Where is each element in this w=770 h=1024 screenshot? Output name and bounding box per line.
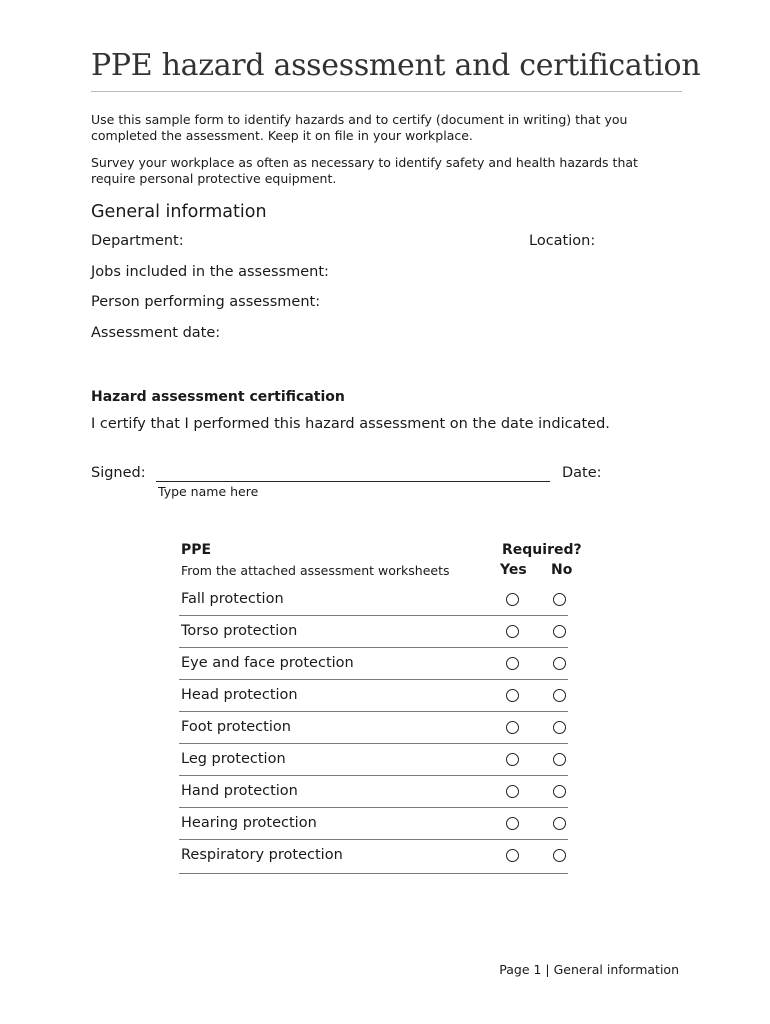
ppe-row-label: Torso protection <box>181 623 298 639</box>
ppe-row-fall <box>179 584 568 616</box>
ppe-row-respiratory <box>179 840 568 874</box>
no-radio[interactable] <box>553 785 566 798</box>
signature-date-field[interactable]: Date: <box>562 465 602 481</box>
no-radio[interactable] <box>553 657 566 670</box>
page-footer: Page 1 | General information <box>499 962 679 977</box>
required-column-header: Required? <box>502 542 582 558</box>
page-title: PPE hazard assessment and certification <box>91 48 701 83</box>
department-field[interactable]: Department: <box>91 233 184 249</box>
yes-radio[interactable] <box>506 625 519 638</box>
ppe-row-label: Eye and face protection <box>181 655 354 671</box>
ppe-column-header: PPE <box>181 542 212 558</box>
ppe-row-hand <box>179 776 568 808</box>
assessor-field[interactable]: Person performing assessment: <box>91 294 321 310</box>
signed-label: Signed: <box>91 465 146 481</box>
ppe-row-head <box>179 680 568 712</box>
signature-hint: Type name here <box>158 484 259 499</box>
yes-column-label: Yes <box>500 562 527 578</box>
yes-radio[interactable] <box>506 785 519 798</box>
ppe-row-label: Leg protection <box>181 751 286 767</box>
ppe-row-label: Fall protection <box>181 591 284 607</box>
yes-radio[interactable] <box>506 721 519 734</box>
yes-radio[interactable] <box>506 817 519 830</box>
ppe-row-torso <box>179 616 568 648</box>
title-divider <box>91 91 682 92</box>
no-radio[interactable] <box>553 721 566 734</box>
yes-radio[interactable] <box>506 753 519 766</box>
yes-radio[interactable] <box>506 593 519 606</box>
assessment-date-field[interactable]: Assessment date: <box>91 325 221 341</box>
ppe-table <box>179 584 568 874</box>
signature-input[interactable] <box>156 481 550 482</box>
intro-paragraph-2: Survey your workplace as often as necessary to identify safety and health hazards that require personal protective equipment. <box>91 155 638 186</box>
ppe-row-label: Hand protection <box>181 783 298 799</box>
ppe-row-leg <box>179 744 568 776</box>
general-information-heading: General information <box>91 202 267 222</box>
no-radio[interactable] <box>553 849 566 862</box>
ppe-row-hearing <box>179 808 568 840</box>
ppe-row-label: Respiratory protection <box>181 847 343 863</box>
ppe-row-label: Foot protection <box>181 719 291 735</box>
no-column-label: No <box>551 562 573 578</box>
ppe-row-label: Head protection <box>181 687 298 703</box>
yes-radio[interactable] <box>506 657 519 670</box>
jobs-field[interactable]: Jobs included in the assessment: <box>91 264 329 280</box>
no-radio[interactable] <box>553 625 566 638</box>
no-radio[interactable] <box>553 817 566 830</box>
no-radio[interactable] <box>553 753 566 766</box>
yes-radio[interactable] <box>506 689 519 702</box>
ppe-row-foot <box>179 712 568 744</box>
yes-radio[interactable] <box>506 849 519 862</box>
intro-paragraph-1: Use this sample form to identify hazards and to certify (document in writing) that you completed the assessment. Keep it on file in your workplace. <box>91 112 628 143</box>
certification-heading: Hazard assessment certification <box>91 389 345 405</box>
ppe-row-label: Hearing protection <box>181 815 317 831</box>
certification-statement: I certify that I performed this hazard assessment on the date indicated. <box>91 416 610 432</box>
no-radio[interactable] <box>553 593 566 606</box>
no-radio[interactable] <box>553 689 566 702</box>
location-field[interactable]: Location: <box>529 233 596 249</box>
ppe-row-eye-face <box>179 648 568 680</box>
ppe-column-subheader: From the attached assessment worksheets <box>181 563 450 578</box>
